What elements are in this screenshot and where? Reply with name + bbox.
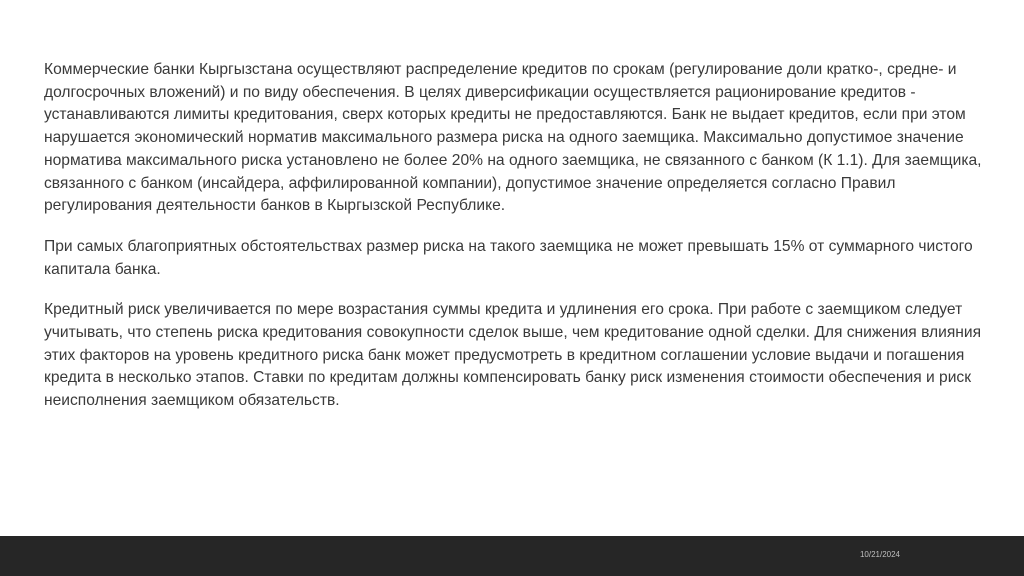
paragraph-lending-distribution: Коммерческие банки Кыргызстана осуществляют распределение кредитов по срокам (регулирование доли кратко-, средне- и долгосрочных вложений) и по виду обеспечения. В целях диверсификации осуществляется рационирование кредитов - устанавливаются лимиты кредитования, сверх которых кредиты не предоставляются. Банк не выдает кредитов, если при этом нарушается экономический норматив максимального размера риска на одного заемщика. Максимально допустимое значение норматива максимального риска установлено не более 20% на одного заемщика, не связанного с банком (К 1.1). Для заемщика, связанного с банком (инсайдера, аффилированной компании), допустимое значение определяется согласно Правил регулирования деятельности банков в Кыргызской Республике. [44, 61, 982, 215]
paragraph-risk-limit: При самых благоприятных обстоятельствах размер риска на такого заемщика не может превышать 15% от суммарного чистого капитала банка. [44, 237, 973, 278]
footer-bar [0, 536, 1024, 576]
paragraph-credit-risk: Кредитный риск увеличивается по мере возрастания суммы кредита и удлинения его срока. При работе с заемщиком следует учитывать, что степень риска кредитования совокупности сделок выше, чем кредитование одной сделки. Для снижения влияния этих факторов на уровень кредитного риска банк может предусмотреть в кредитном соглашении условие выдачи и погашения кредита в несколько этапов. Ставки по кредитам должны компенсировать банку риск изменения стоимости обеспечения и риск неисполнения заемщиком обязательств. [44, 301, 982, 410]
slide-body [44, 59, 984, 431]
footer-date: 10/21/2024 [859, 550, 900, 559]
